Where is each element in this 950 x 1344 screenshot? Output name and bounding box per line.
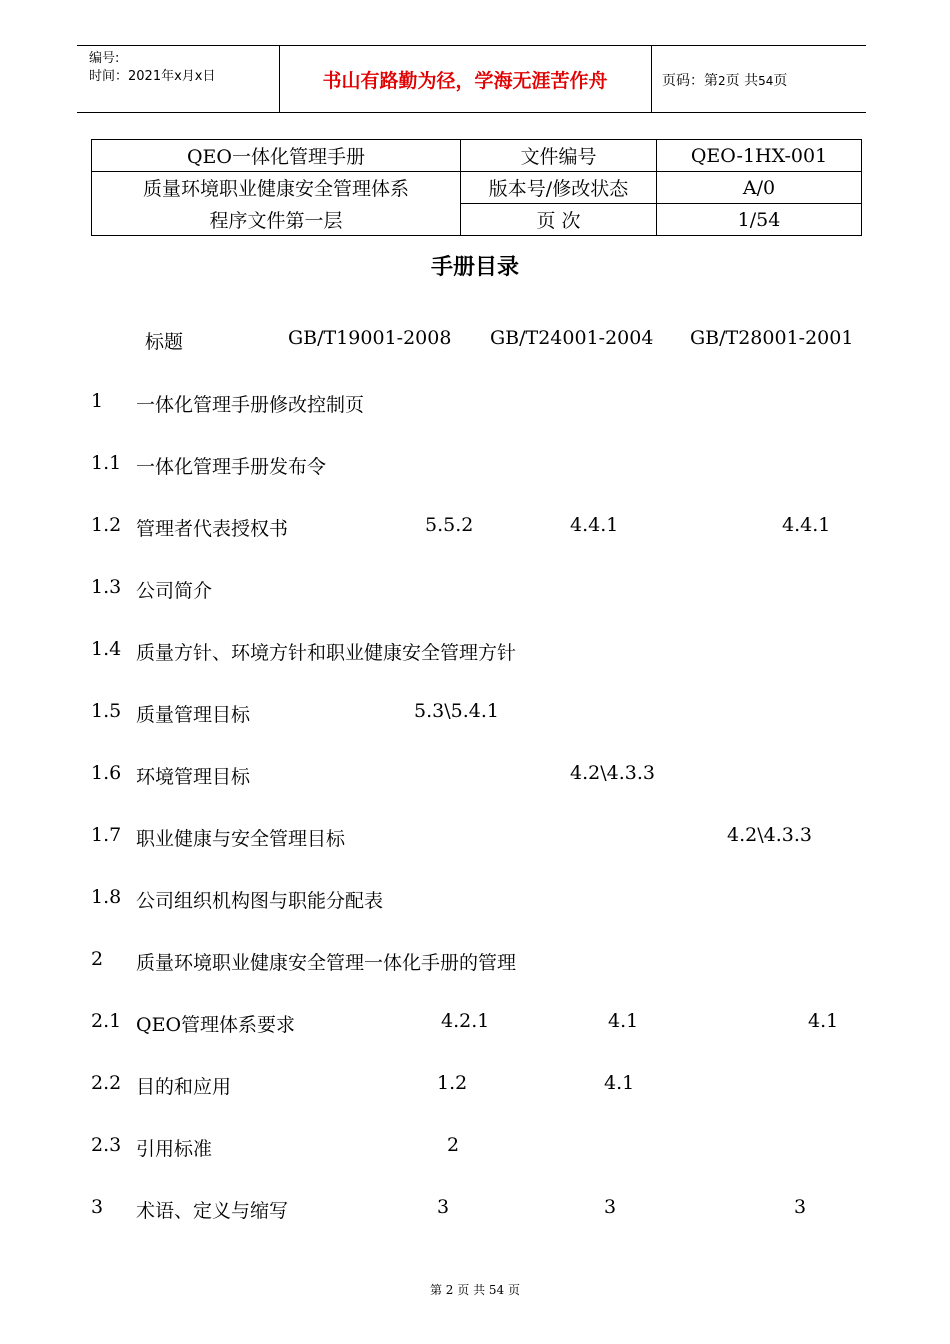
- toc-title: 一体化管理手册修改控制页: [136, 394, 365, 416]
- toc-number: 1.8: [91, 886, 122, 908]
- toc-number: 1.6: [91, 762, 122, 784]
- toc-title: 质量管理目标: [136, 704, 251, 726]
- toc-std2-clause: 4.1: [608, 1010, 639, 1032]
- toc-row: [0, 762, 950, 792]
- toc-title: 环境管理目标: [136, 766, 251, 788]
- toc-number: 1.2: [91, 514, 122, 536]
- toc-title: 公司简介: [136, 580, 213, 602]
- toc-row: [0, 886, 950, 916]
- column-header-title: 标题: [145, 331, 184, 353]
- toc-title: 质量方针、环境方针和职业健康安全管理方针: [136, 642, 517, 664]
- running-header: [77, 45, 866, 113]
- page-footer: 第 2 页 共 54 页: [429, 1283, 521, 1297]
- toc-title: 目的和应用: [136, 1076, 232, 1098]
- toc-number: 3: [91, 1196, 104, 1218]
- document-time: 时间：2021年x月x日: [89, 69, 216, 84]
- toc-row: [0, 514, 950, 544]
- page-label: 页 次: [461, 204, 657, 236]
- toc-title: 一体化管理手册发布令: [136, 456, 327, 478]
- toc-number: 2: [91, 948, 104, 970]
- toc-std3-clause: 4.1: [808, 1010, 839, 1032]
- toc-row: [0, 1010, 950, 1040]
- footer-page-number: 2: [445, 1283, 454, 1297]
- toc-row: [0, 1196, 950, 1226]
- toc-std3-clause: 4.2\4.3.3: [727, 824, 812, 846]
- toc-std2-clause: 4.4.1: [570, 514, 619, 536]
- toc-title: 管理者代表授权书: [136, 518, 289, 540]
- toc-row: [0, 576, 950, 606]
- header-page-number: 2: [718, 74, 726, 88]
- toc-row: [0, 948, 950, 978]
- column-header-std1: GB/T19001-2008: [288, 327, 452, 349]
- doc-number-label: 文件编号: [461, 140, 657, 172]
- system-name: 质量环境职业健康安全管理体系: [92, 172, 461, 204]
- toc-number: 1.7: [91, 824, 122, 846]
- toc-row: [0, 824, 950, 854]
- header-divider: [651, 46, 652, 112]
- toc-title: 职业健康与安全管理目标: [136, 828, 346, 850]
- column-header-std3: GB/T28001-2001: [690, 327, 854, 349]
- toc-number: 2.3: [91, 1134, 122, 1156]
- document-number-label: 编号:: [89, 51, 120, 66]
- toc-std2-clause: 3: [604, 1196, 617, 1218]
- toc-row: [0, 700, 950, 730]
- version-value: A/0: [657, 172, 862, 204]
- toc-number: 2.2: [91, 1072, 122, 1094]
- toc-std3-clause: 4.4.1: [782, 514, 831, 536]
- header-meta: [89, 50, 215, 86]
- toc-std1-clause: 3: [437, 1196, 450, 1218]
- toc-number: 1: [91, 390, 104, 412]
- page-title: 手册目录: [430, 255, 519, 280]
- toc-title: 术语、定义与缩写: [136, 1200, 289, 1222]
- toc-std1-clause: 5.5.2: [425, 514, 474, 536]
- toc-title: QEO管理体系要求: [136, 1014, 296, 1036]
- toc-std1-clause: 1.2: [437, 1072, 468, 1094]
- toc-std1-clause: 5.3\5.4.1: [414, 700, 499, 722]
- toc-number: 1.3: [91, 576, 122, 598]
- version-label: 版本号/修改状态: [461, 172, 657, 204]
- toc-number: 1.5: [91, 700, 122, 722]
- toc-row: [0, 638, 950, 668]
- page-value: 1/54: [657, 204, 862, 236]
- toc-title: 公司组织机构图与职能分配表: [136, 890, 384, 912]
- toc-row: [0, 452, 950, 482]
- document-level: 程序文件第一层: [92, 204, 461, 236]
- toc-row: [0, 390, 950, 420]
- toc-std2-clause: 4.1: [604, 1072, 635, 1094]
- toc-title: 质量环境职业健康安全管理一体化手册的管理: [136, 952, 517, 974]
- footer-page-total: 54: [488, 1283, 505, 1297]
- toc-std1-clause: 2: [447, 1134, 460, 1156]
- toc-std3-clause: 3: [794, 1196, 807, 1218]
- header-page-indicator: 页码：第2页 共54页: [662, 73, 788, 89]
- toc-std2-clause: 4.2\4.3.3: [570, 762, 655, 784]
- toc-number: 2.1: [91, 1010, 122, 1032]
- doc-number: QEO-1HX-001: [657, 140, 862, 172]
- toc-number: 1.4: [91, 638, 122, 660]
- toc-title: 引用标准: [136, 1138, 213, 1160]
- header-motto: 书山有路勤为径，学海无涯苦作舟: [322, 69, 608, 92]
- toc-row: [0, 1134, 950, 1164]
- toc-std1-clause: 4.2.1: [441, 1010, 490, 1032]
- manual-name: QEO一体化管理手册: [92, 140, 461, 172]
- document-info-table: [91, 139, 862, 236]
- toc-number: 1.1: [91, 452, 122, 474]
- toc-row: [0, 1072, 950, 1102]
- header-page-total: 54: [758, 74, 774, 88]
- column-header-std2: GB/T24001-2004: [490, 327, 654, 349]
